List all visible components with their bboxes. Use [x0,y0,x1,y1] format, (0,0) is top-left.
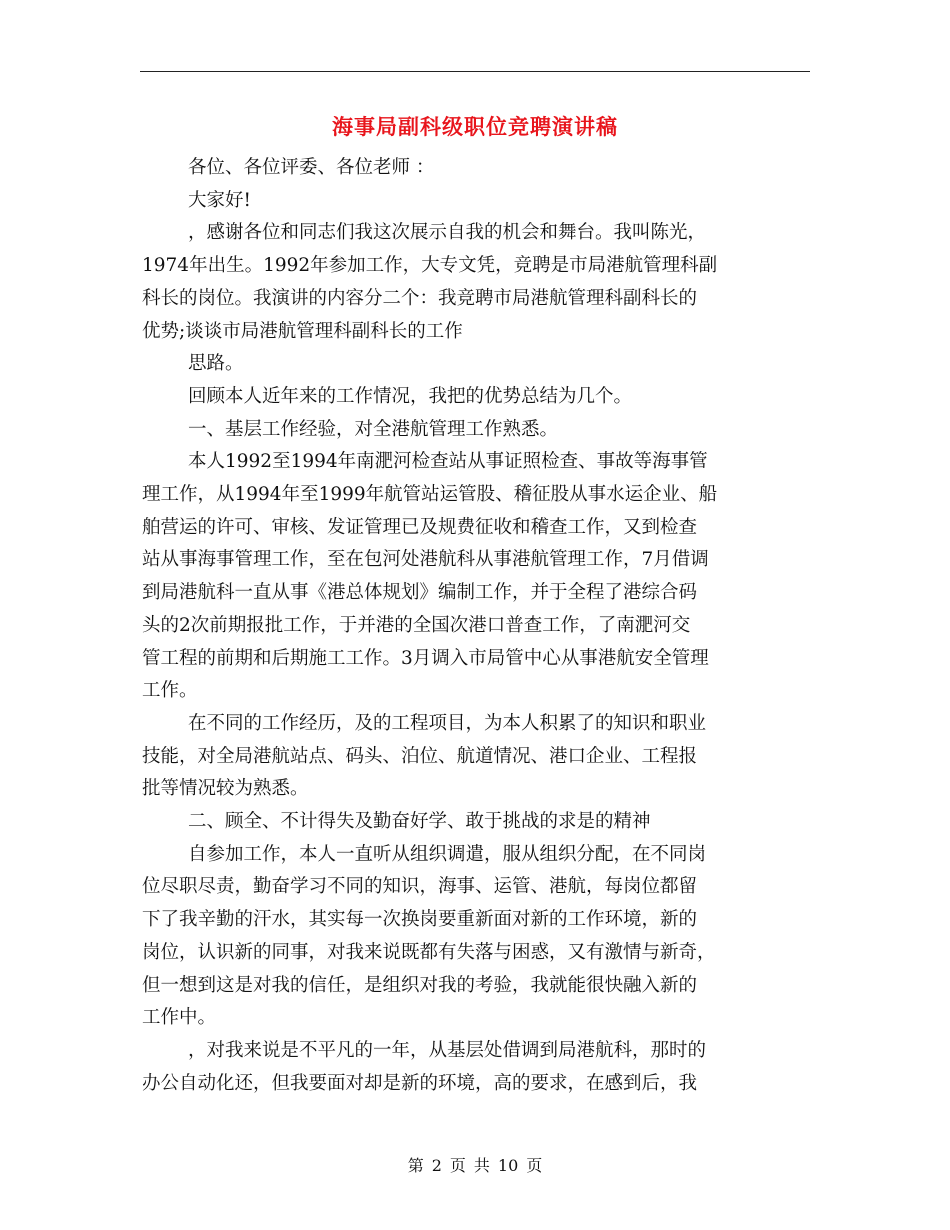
body-line: 到局港航科一直从事《港总体规划》编制工作，并于全程了港综合码 [142,582,698,604]
body-line: 在不同的工作经历，及的工程项目，为本人积累了的知识和职业 [188,712,707,734]
body-line: 位尽职尽责，勤奋学习不同的知识，海事、运管、港航，每岗位都留 [142,876,698,898]
body-line: 但一想到这是对我的信任，是组织对我的考验，我就能很快融入新的 [142,974,698,996]
body-line: 本人1992至1994年南淝河检查站从事证照检查、事故等海事管 [188,451,708,473]
body-line: 自参加工作，本人一直听从组织调遣，服从组织分配，在不同岗 [188,843,707,865]
body-line: 批等情况较为熟悉。 [142,778,309,800]
body-line: 科长的岗位。我演讲的内容分二个：我竞聘市局港航管理科副科长的 [142,287,698,309]
body-line: 1974年出生。1992年参加工作，大专文凭，竞聘是市局港航管理科副 [142,255,718,277]
footer-suffix: 页 [526,1156,543,1175]
body-line: 站从事海事管理工作，至在包河处港航科从事港航管理工作，7月借调 [142,549,709,571]
body-line: 技能，对全局港航站点、码头、泊位、航道情况、港口企业、工程报 [142,745,698,767]
body-line: 回顾本人近年来的工作情况，我把的优势总结为几个。 [188,385,633,407]
header-rule [140,71,810,72]
footer-current-page: 2 [431,1156,442,1175]
body-line: 办公自动化还，但我要面对却是新的环境，高的要求，在感到后，我 [142,1072,698,1094]
body-line: 大家好! [188,189,251,211]
body-line: 优势;谈谈市局港航管理科副科长的工作 [142,320,463,342]
body-line: 二、顾全、不计得失及勤奋好学、敢于挑战的求是的精神 [188,811,651,833]
footer-total-word: 共 [473,1156,490,1175]
body-line: 思路。 [188,353,244,375]
body-line: 工作。 [142,680,198,702]
body-line: 管工程的前期和后期施工工作。3月调入市局管中心从事港航安全管理 [142,647,709,669]
page-footer [0,1153,950,1176]
body-line: ，感谢各位和同志们我这次展示自我的机会和舞台。我叫陈光， [188,222,707,244]
body-line: 头的2次前期报批工作，于并港的全国次港口普查工作，了南淝河交 [142,614,691,636]
body-line: 岗位，认识新的同事，对我来说既都有失落与困惑，又有激情与新奇， [142,941,716,963]
body-line: 一、基层工作经验，对全港航管理工作熟悉。 [188,418,559,440]
body-line: 舶营运的许可、审核、发证管理已及规费征收和稽查工作，又到检查 [142,516,698,538]
document-title: 海事局副科级职位竞聘演讲稿 [332,115,618,139]
document-body [142,152,810,1100]
footer-prefix: 第 [407,1156,424,1175]
body-line: 工作中。 [142,1007,217,1029]
footer-page-word: 页 [449,1156,466,1175]
body-line: 理工作，从1994年至1999年航管站运管股、稽征股从事水运企业、船 [142,484,718,506]
body-line: 各位、各位评委、各位老师 ： [188,157,435,178]
body-line: 下了我辛勤的汗水，其实每一次换岗要重新面对新的工作环境，新的 [142,909,698,931]
body-line: ，对我来说是不平凡的一年，从基层处借调到局港航科，那时的 [188,1039,707,1061]
footer-total-pages: 10 [497,1156,519,1175]
